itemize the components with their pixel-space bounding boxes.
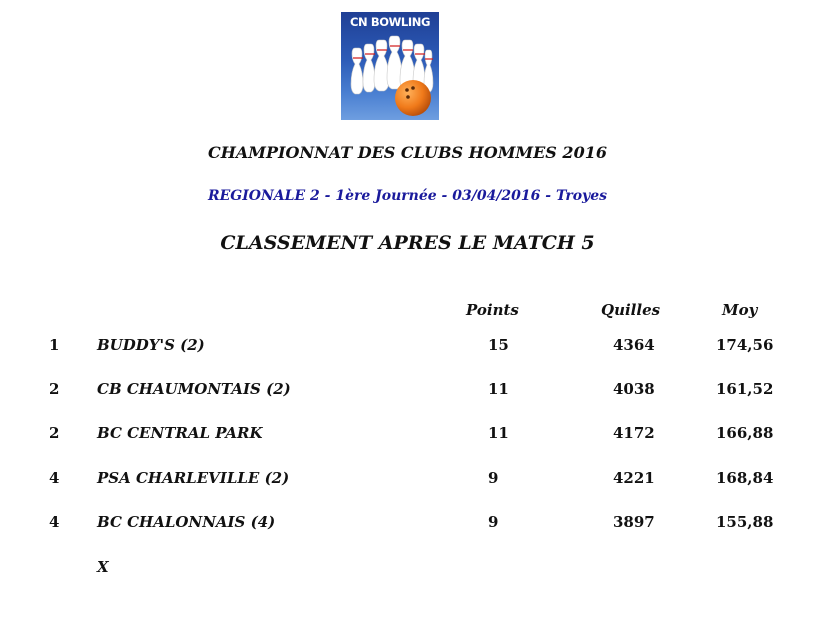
team-cell: X <box>97 558 109 576</box>
quilles-cell: 3897 <box>613 513 655 531</box>
rank-cell: 4 <box>49 513 60 531</box>
moy-cell: 166,88 <box>716 424 774 442</box>
event-subtitle: REGIONALE 2 - 1ère Journée - 03/04/2016 - Troyes <box>208 188 607 204</box>
points-cell: 11 <box>488 380 509 398</box>
moy-cell: 161,52 <box>716 380 774 398</box>
points-cell: 15 <box>488 336 509 354</box>
team-cell: BUDDY'S (2) <box>97 336 205 354</box>
quilles-cell: 4221 <box>613 469 655 487</box>
header-points: Points <box>466 301 519 319</box>
rank-cell: 2 <box>49 424 60 442</box>
table-row <box>0 424 815 448</box>
table-row <box>0 469 815 493</box>
table-row <box>0 336 815 360</box>
table-row <box>0 380 815 404</box>
rank-cell: 1 <box>49 336 60 354</box>
team-cell: BC CENTRAL PARK <box>97 424 263 442</box>
moy-cell: 168,84 <box>716 469 774 487</box>
table-row <box>0 513 815 537</box>
points-cell: 11 <box>488 424 509 442</box>
header-moy: Moy <box>722 301 758 319</box>
bowling-ball-icon <box>395 80 431 116</box>
rank-cell: 2 <box>49 380 60 398</box>
table-row <box>0 558 815 582</box>
quilles-cell: 4038 <box>613 380 655 398</box>
points-cell: 9 <box>488 469 499 487</box>
team-cell: PSA CHARLEVILLE (2) <box>97 469 290 487</box>
points-cell: 9 <box>488 513 499 531</box>
moy-cell: 174,56 <box>716 336 774 354</box>
quilles-cell: 4364 <box>613 336 655 354</box>
team-cell: BC CHALONNAIS (4) <box>97 513 276 531</box>
rank-cell: 4 <box>49 469 60 487</box>
logo-text: CN BOWLING <box>350 15 430 29</box>
moy-cell: 155,88 <box>716 513 774 531</box>
cn-bowling-logo <box>341 12 439 120</box>
header-quilles: Quilles <box>601 301 661 319</box>
quilles-cell: 4172 <box>613 424 655 442</box>
standings-heading: CLASSEMENT APRES LE MATCH 5 <box>220 232 595 254</box>
championship-title: CHAMPIONNAT DES CLUBS HOMMES 2016 <box>208 143 607 162</box>
team-cell: CB CHAUMONTAIS (2) <box>97 380 291 398</box>
